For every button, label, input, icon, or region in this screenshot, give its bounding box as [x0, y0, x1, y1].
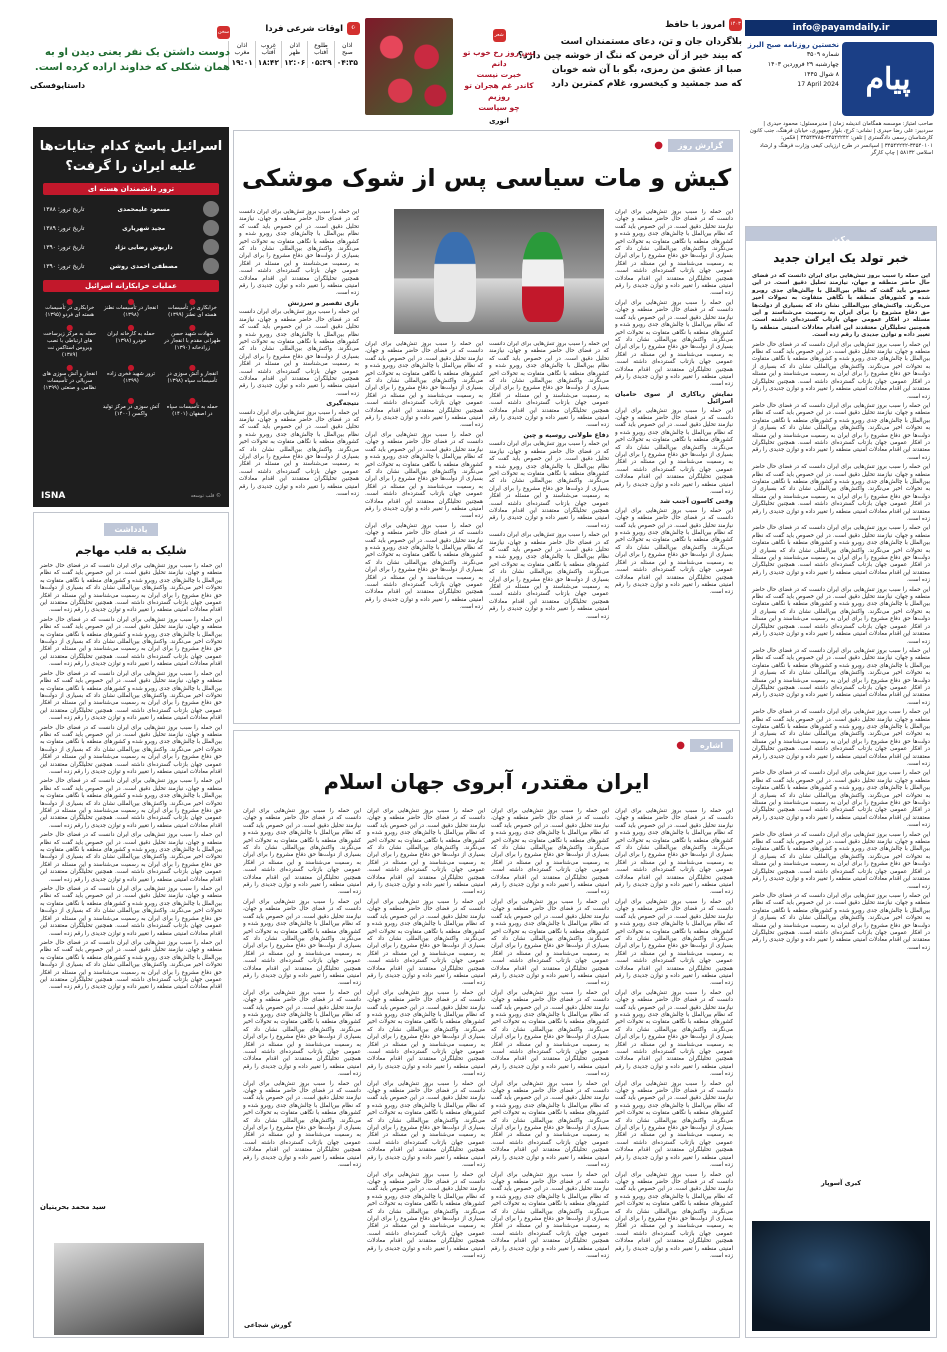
prayer-time: ۱۲:۰۶	[282, 57, 308, 68]
quote-text: دوست داشتن یک نفر یعنی دیدن او به همان شکلی که خداوند اراده کرده است.	[34, 47, 230, 73]
paragraph: این حمله را سبب بروز تنش‌هایی برای ایران دانست که در فضای حال حاضر منطقه و جهان، نیازمند تحلیل دقیق است. در این خصوص باید گفت که نظام بین‌الملل با چالش‌های جدی روبرو شده و کشورهای منطقه با نگاهی متفاوت به تحولات اخیر می‌نگرند. واکنش‌های بین‌المللی نشان داد که بسیاری از دولت‌ها حق دفاع مشروع را برای ایران به رسمیت می‌شناسند و این مسئله در افکار عمومی جهان بازتاب گسترده‌ای داشته است. همچنین تحلیلگران معتقدند این اقدام معادلات امنیتی منطقه را تغییر داده و توازن جدیدی را رقم زده است.	[752, 464, 930, 522]
paragraph: این حمله را سبب بروز تنش‌هایی برای ایران دانست که در فضای حال حاضر منطقه و جهان، نیازمند تحلیل دقیق است. در این خصوص باید گفت که نظام بین‌الملل با چالش‌های جدی روبرو شده و کشورهای منطقه با نگاهی متفاوت به تحولات اخیر می‌نگرند. واکنش‌های بین‌المللی نشان داد که بسیاری از دولت‌ها حق دفاع مشروع را برای ایران به رسمیت می‌شناسند و این مسئله در افکار عمومی جهان بازتاب گسترده‌ای داشته است. همچنین تحلیلگران معتقدند این اقدام معادلات امنیتی منطقه را تغییر داده و توازن جدیدی را رقم زده است.	[367, 808, 485, 896]
paragraph: این حمله را سبب بروز تنش‌هایی برای ایران دانست که در فضای حال حاضر منطقه و جهان، نیازمند تحلیل دقیق است. در این خصوص باید گفت که نظام بین‌الملل با چالش‌های جدی روبرو شده و کشورهای منطقه با نگاهی متفاوت به تحولات اخیر می‌نگرند. واکنش‌های بین‌المللی نشان داد که بسیاری از دولت‌ها حق دفاع مشروع را برای ایران به رسمیت می‌شناسند و این مسئله در افکار عمومی جهان بازتاب گسترده‌ای داشته است. همچنین تحلیلگران معتقدند این اقدام معادلات امنیتی منطقه را تغییر داده و توازن جدیدی را رقم زده است.	[752, 709, 930, 767]
point-col-3	[367, 808, 485, 1328]
prayer-header: طلوع آفتاب	[308, 41, 334, 57]
verse-line-3: کاندر غم هجران تو روزیم	[464, 81, 534, 101]
paragraph: این حمله را سبب بروز تنش‌هایی برای ایران دانست که در فضای حال حاضر منطقه و جهان، نیازمند تحلیل دقیق است. در این خصوص باید گفت که نظام بین‌الملل با چالش‌های جدی روبرو شده و کشورهای منطقه با نگاهی متفاوت به تحولات اخیر می‌نگرند. واکنش‌های بین‌المللی نشان داد که بسیاری از دولت‌ها حق دفاع مشروع را برای ایران به رسمیت می‌شناسند و این مسئله در افکار عمومی جهان بازتاب گسترده‌ای داشته است. همچنین تحلیلگران معتقدند این اقدام معادلات امنیتی منطقه را تغییر داده و توازن جدیدی را رقم زده است.	[40, 939, 222, 991]
paragraph: این حمله را سبب بروز تنش‌هایی برای ایران دانست که در فضای حال حاضر منطقه و جهان، نیازمند تحلیل دقیق است. در این خصوص باید گفت که نظام بین‌الملل با چالش‌های جدی روبرو شده و کشورهای منطقه با نگاهی متفاوت به تحولات اخیر می‌نگرند. واکنش‌های بین‌المللی نشان داد که بسیاری از دولت‌ها حق دفاع مشروع را برای ایران به رسمیت می‌شناسند و این مسئله در افکار عمومی جهان بازتاب گسترده‌ای داشته است. همچنین تحلیلگران معتقدند این اقدام معادلات امنیتی منطقه را تغییر داده و توازن جدیدی را رقم زده است.	[752, 770, 930, 829]
verse-icon: شعر	[493, 29, 506, 42]
infographic-title: اسرائیل پاسخ کدام جنایات‌ها علیه ایران را گرفت؟	[39, 139, 223, 174]
satellite-map-image	[752, 1221, 930, 1331]
paragraph: این حمله را سبب بروز تنش‌هایی برای ایران دانست که در فضای حال حاضر منطقه و جهان، نیازمند تحلیل دقیق است. در این خصوص باید گفت که نظام بین‌الملل با چالش‌های جدی روبرو شده و کشورهای منطقه با نگاهی متفاوت به تحولات اخیر می‌نگرند. واکنش‌های بین‌المللی نشان داد که بسیاری از دولت‌ها حق دفاع مشروع را برای ایران به رسمیت می‌شناسند و این مسئله در افکار عمومی جهان بازتاب گسترده‌ای داشته است. همچنین تحلیلگران معتقدند این اقدام معادلات امنیتی منطقه را تغییر داده و توازن جدیدی را رقم زده است.	[615, 1171, 733, 1259]
paragraph: این حمله را سبب بروز تنش‌هایی برای ایران دانست که در فضای حال حاضر منطقه و جهان، نیازمند تحلیل دقیق است. در این خصوص باید گفت که نظام بین‌الملل با چالش‌های جدی روبرو شده و کشورهای منطقه با نگاهی متفاوت به تحولات اخیر می‌نگرند. واکنش‌های بین‌المللی نشان داد که بسیاری از دولت‌ها حق دفاع مشروع را برای ایران به رسمیت می‌شناسند و این مسئله در افکار عمومی جهان بازتاب گسترده‌ای داشته است. همچنین تحلیلگران معتقدند این اقدام معادلات امنیتی منطقه را تغییر داده و توازن جدیدی را رقم زده است.	[243, 808, 361, 896]
op-item: ● ترور شهید فخری زاده (۱۳۹۹)	[102, 364, 159, 392]
issue-number: شماره ۳۵۰۹	[806, 51, 839, 58]
op-item: ● شهادت شهید حسن طهرانی مقدم با انفجار در زرادخانه (۱۳۹۰)	[164, 324, 221, 359]
avatar	[203, 201, 219, 217]
scientist-date: تاریخ ترور: ۱۳۹۰	[43, 243, 85, 251]
report-frame	[233, 130, 740, 724]
paragraph: این حمله را سبب بروز تنش‌هایی برای ایران دانست که در فضای حال حاضر منطقه و جهان، نیازمند تحلیل دقیق است. در این خصوص باید گفت که نظام بین‌الملل با چالش‌های جدی روبرو شده و کشورهای منطقه با نگاهی متفاوت به تحولات اخیر می‌نگرند. واکنش‌های بین‌المللی نشان داد که بسیاری از دولت‌ها حق دفاع مشروع را برای ایران به رسمیت می‌شناسند و این مسئله در افکار عمومی جهان بازتاب گسترده‌ای داشته است. همچنین تحلیلگران معتقدند این اقدام معادلات امنیتی منطقه را تغییر داده و توازن جدیدی را رقم زده است.	[40, 886, 222, 937]
roses-image	[365, 18, 453, 115]
paragraph: این حمله را سبب بروز تنش‌هایی برای ایران دانست که در فضای حال حاضر منطقه و جهان، نیازمند تحلیل دقیق است. در این خصوص باید گفت که نظام بین‌الملل با چالش‌های جدی روبرو شده و کشورهای منطقه با نگاهی متفاوت به تحولات اخیر می‌نگرند. واکنش‌های بین‌المللی نشان داد که بسیاری از دولت‌ها حق دفاع مشروع را برای ایران به رسمیت می‌شناسند و این مسئله در افکار عمومی جهان بازتاب گسترده‌ای داشته است. همچنین تحلیلگران معتقدند این اقدام معادلات امنیتی منطقه را تغییر داده و توازن جدیدی را رقم زده است.	[615, 407, 733, 496]
scientists-header: ترور دانشمندان هسته ای	[43, 183, 219, 195]
iran-piece	[522, 232, 564, 322]
subheading: وقتی کاسون آجنب شد	[659, 497, 733, 506]
prayer-times-box	[231, 22, 360, 68]
paragraph: این حمله را سبب بروز تنش‌هایی برای ایران دانست که در فضای حال حاضر منطقه و جهان، نیازمند تحلیل دقیق است. در این خصوص باید گفت که نظام بین‌الملل با چالش‌های جدی روبرو شده و کشورهای منطقه با نگاهی متفاوت به تحولات اخیر می‌نگرند. واکنش‌های بین‌المللی نشان داد که بسیاری از دولت‌ها حق دفاع مشروع را برای ایران به رسمیت می‌شناسند و این مسئله در افکار عمومی جهان بازتاب گسترده‌ای داشته است. همچنین تحلیلگران معتقدند این اقدام معادلات امنیتی منطقه را تغییر داده و توازن جدیدی را رقم زده است.	[489, 532, 609, 620]
source-logo: ISNA	[41, 491, 66, 501]
point-col-2	[491, 808, 609, 1328]
paragraph: این حمله را سبب بروز تنش‌هایی برای ایران دانست که در فضای حال حاضر منطقه و جهان، نیازمند تحلیل دقیق است. در این خصوص باید گفت که نظام بین‌الملل با چالش‌های جدی روبرو شده و کشورهای منطقه با نگاهی متفاوت به تحولات اخیر می‌نگرند. واکنش‌های بین‌المللی نشان داد که بسیاری از دولت‌ها حق دفاع مشروع را برای ایران به رسمیت می‌شناسند و این مسئله در افکار عمومی جهان بازتاب گسترده‌ای داشته است. همچنین تحلیلگران معتقدند این اقدام معادلات امنیتی منطقه را تغییر داده و توازن جدیدی را رقم زده است.	[491, 898, 609, 987]
subheading: دفاع طولانی روسیه و چین	[523, 430, 609, 439]
scientist-date: تاریخ ترور: ۱۳۹۰	[43, 262, 85, 270]
point-tag: اشاره	[690, 739, 733, 752]
paragraph: این حمله را سبب بروز تنش‌هایی برای ایران دانست که در فضای حال حاضر منطقه و جهان، نیازمند تحلیل دقیق است. در این خصوص باید گفت که نظام بین‌الملل با چالش‌های جدی روبرو شده و کشورهای منطقه با نگاهی متفاوت به تحولات اخیر می‌نگرند. واکنش‌های بین‌المللی نشان داد که بسیاری از دولت‌ها حق دفاع مشروع را برای ایران به رسمیت می‌شناسند و این مسئله در افکار عمومی جهان بازتاب گسترده‌ای داشته است. همچنین تحلیلگران معتقدند این اقدام معادلات امنیتی منطقه را تغییر داده و توازن جدیدی را رقم زده است.	[365, 522, 483, 611]
paragraph: این حمله را سبب بروز تنش‌هایی برای ایران دانست که در فضای حال حاضر منطقه و جهان، نیازمند تحلیل دقیق است. در این خصوص باید گفت که نظام بین‌الملل با چالش‌های جدی روبرو شده و کشورهای منطقه با نگاهی متفاوت به تحولات اخیر می‌نگرند. واکنش‌های بین‌المللی نشان داد که بسیاری از دولت‌ها حق دفاع مشروع را برای ایران به رسمیت می‌شناسند و این مسئله در افکار عمومی جهان بازتاب گسترده‌ای داشته است. همچنین تحلیلگران معتقدند این اقدام معادلات امنیتی منطقه را تغییر داده و توازن جدیدی را رقم زده است.	[367, 898, 485, 987]
prayer-title: اوقات شرعی فردا	[265, 23, 343, 34]
paragraph: این حمله را سبب بروز تنش‌هایی برای ایران دانست که در فضای حال حاضر منطقه و جهان، نیازمند تحلیل دقیق است. در این خصوص باید گفت که نظام بین‌الملل با چالش‌های جدی روبرو شده و کشورهای منطقه با نگاهی متفاوت به تحولات اخیر می‌نگرند. واکنش‌های بین‌المللی نشان داد که بسیاری از دولت‌ها حق دفاع مشروع را برای ایران به رسمیت می‌شناسند و این مسئله در افکار عمومی جهان بازتاب گسترده‌ای داشته است. همچنین تحلیلگران معتقدند این اقدام معادلات امنیتی منطقه را تغییر داده و توازن جدیدی را رقم زده است.	[491, 1080, 609, 1169]
paragraph: این حمله را سبب بروز تنش‌هایی برای ایران دانست که در فضای حال حاضر منطقه و جهان، نیازمند تحلیل دقیق است. در این خصوص باید گفت که نظام بین‌الملل با چالش‌های جدی روبرو شده و کشورهای منطقه با نگاهی متفاوت به تحولات اخیر می‌نگرند. واکنش‌های بین‌المللی نشان داد که بسیاری از دولت‌ها حق دفاع مشروع را برای ایران به رسمیت می‌شناسند و این مسئله در افکار عمومی جهان بازتاب گسترده‌ای داشته است. همچنین تحلیلگران معتقدند این اقدام معادلات امنیتی منطقه را تغییر داده و توازن جدیدی را رقم زده است.	[40, 670, 222, 722]
ops-grid	[41, 298, 221, 418]
note-column	[33, 512, 229, 1338]
paragraph: این حمله را سبب بروز تنش‌هایی برای ایران دانست که در فضای حال حاضر منطقه و جهان، نیازمند تحلیل دقیق است. در این خصوص باید گفت که نظام بین‌الملل با چالش‌های جدی روبرو شده و کشورهای منطقه با نگاهی متفاوت به تحولات اخیر می‌نگرند. واکنش‌های بین‌المللی نشان داد که بسیاری از دولت‌ها حق دفاع مشروع را برای ایران به رسمیت می‌شناسند و این مسئله در افکار عمومی جهان بازتاب گسترده‌ای داشته است. همچنین تحلیلگران معتقدند این اقدام معادلات امنیتی منطقه را تغییر داده و توازن جدیدی را رقم زده است.	[752, 525, 930, 584]
scientist-name: مسعود علیمحمدی	[117, 205, 170, 213]
israel-infographic	[33, 127, 229, 507]
paragraph: این حمله را سبب بروز تنش‌هایی برای ایران دانست که در فضای حال حاضر منطقه و جهان، نیازمند تحلیل دقیق است. در این خصوص باید گفت که نظام بین‌الملل با چالش‌های جدی روبرو شده و کشورهای منطقه با نگاهی متفاوت به تحولات اخیر می‌نگرند. واکنش‌های بین‌المللی نشان داد که بسیاری از دولت‌ها حق دفاع مشروع را برای ایران به رسمیت می‌شناسند و این مسئله در افکار عمومی جهان بازتاب گسترده‌ای داشته است. همچنین تحلیلگران معتقدند این اقدام معادلات امنیتی منطقه را تغییر داده و توازن جدیدی را رقم زده است.	[239, 209, 359, 297]
paragraph: این حمله را سبب بروز تنش‌هایی برای ایران دانست که در فضای حال حاضر منطقه و جهان، نیازمند تحلیل دقیق است. در این خصوص باید گفت که نظام بین‌الملل با چالش‌های جدی روبرو شده و کشورهای منطقه با نگاهی متفاوت به تحولات اخیر می‌نگرند. واکنش‌های بین‌المللی نشان داد که بسیاری از دولت‌ها حق دفاع مشروع را برای ایران به رسمیت می‌شناسند و این مسئله در افکار عمومی جهان بازتاب گسترده‌ای داشته است. همچنین تحلیلگران معتقدند این اقدام معادلات امنیتی منطقه را تغییر داده و توازن جدیدی را رقم زده است.	[752, 647, 930, 706]
point-col-4	[243, 808, 361, 1328]
verse-line-4: چو سیاست	[478, 103, 520, 112]
op-item: ● حمله به کارخانه ایران خودرو (۱۳۹۸)	[102, 324, 159, 359]
paragraph: این حمله را سبب بروز تنش‌هایی برای ایران دانست که در فضای حال حاضر منطقه و جهان، نیازمند تحلیل دقیق است. در این خصوص باید گفت که نظام بین‌الملل با چالش‌های جدی روبرو شده و کشورهای منطقه با نگاهی متفاوت به تحولات اخیر می‌نگرند. واکنش‌های بین‌المللی نشان داد که بسیاری از دولت‌ها حق دفاع مشروع را برای ایران به رسمیت می‌شناسند و این مسئله در افکار عمومی جهان بازتاب گسترده‌ای داشته است. همچنین تحلیلگران معتقدند این اقدام معادلات امنیتی منطقه را تغییر داده و توازن جدیدی را رقم زده است.	[367, 989, 485, 1078]
avatar	[203, 220, 219, 236]
prayer-header: اذان مغرب	[229, 41, 255, 57]
paragraph: این حمله را سبب بروز تنش‌هایی برای ایران دانست که در فضای حال حاضر منطقه و جهان، نیازمند تحلیل دقیق است. در این خصوص باید گفت که نظام بین‌الملل با چالش‌های جدی روبرو شده و کشورهای منطقه با نگاهی متفاوت به تحولات اخیر می‌نگرند. واکنش‌های بین‌المللی نشان داد که بسیاری از دولت‌ها حق دفاع مشروع را برای ایران به رسمیت می‌شناسند و این مسئله در افکار عمومی جهان بازتاب گسترده‌ای داشته است. همچنین تحلیلگران معتقدند این اقدام معادلات امنیتی منطقه را تغییر داده و توازن جدیدی را رقم زده است.	[243, 989, 361, 1078]
paragraph: این حمله را سبب بروز تنش‌هایی برای ایران دانست که در فضای حال حاضر منطقه و جهان، نیازمند تحلیل دقیق است. در این خصوص باید گفت که نظام بین‌الملل با چالش‌های جدی روبرو شده و کشورهای منطقه با نگاهی متفاوت به تحولات اخیر می‌نگرند. واکنش‌های بین‌المللی نشان داد که بسیاری از دولت‌ها حق دفاع مشروع را برای ایران به رسمیت می‌شناسند و این مسئله در افکار عمومی جهان بازتاب گسترده‌ای داشته است. همچنین تحلیلگران معتقدند این اقدام معادلات امنیتی منطقه را تغییر داده و توازن جدیدی را رقم زده است.	[615, 299, 733, 388]
op-item: ● خرابکاری در تأسیسات هسته ای نطنز (۱۳۹۹)	[164, 298, 221, 319]
op-item: ● انفجار و آتش سوزی های سریالی در تأسیسات نظامی و صنعتی (۱۳۹۹)	[41, 364, 98, 392]
prayer-table	[228, 41, 360, 68]
issue-info	[747, 40, 839, 90]
scientist-row	[43, 258, 219, 274]
scientist-date: تاریخ ترور: ۱۳۸۹	[43, 224, 85, 232]
paragraph: این حمله را سبب بروز تنش‌هایی برای ایران دانست که در فضای حال حاضر منطقه و جهان، نیازمند تحلیل دقیق است. در این خصوص باید گفت که نظام بین‌الملل با چالش‌های جدی روبرو شده و کشورهای منطقه با نگاهی متفاوت به تحولات اخیر می‌نگرند. واکنش‌های بین‌المللی نشان داد که بسیاری از دولت‌ها حق دفاع مشروع را برای ایران به رسمیت می‌شناسند و این مسئله در افکار عمومی جهان بازتاب گسترده‌ای داشته است. همچنین تحلیلگران معتقدند این اقدام معادلات امنیتی منطقه را تغییر داده و توازن جدیدی را رقم زده است.	[752, 402, 930, 461]
note-author: سید محمد بحرینیان	[40, 1203, 106, 1211]
op-item: ● حمله به مرکز زیرساخت های ارتباطی با نصب ویروس استاکس نت (۱۳۸۹)	[41, 324, 98, 359]
op-item: ● انفجار در تأسیسات نطنز (۱۳۹۸)	[102, 298, 159, 319]
report-col-2	[489, 341, 609, 711]
masthead	[745, 20, 937, 220]
paragraph: این حمله را سبب بروز تنش‌هایی برای ایران دانست که در فضای حال حاضر منطقه و جهان، نیازمند تحلیل دقیق است. در این خصوص باید گفت که نظام بین‌الملل با چالش‌های جدی روبرو شده و کشورهای منطقه با نگاهی متفاوت به تحولات اخیر می‌نگرند. واکنش‌های بین‌المللی نشان داد که بسیاری از دولت‌ها حق دفاع مشروع را برای ایران به رسمیت می‌شناسند و این مسئله در افکار عمومی جهان بازتاب گسترده‌ای داشته است. همچنین تحلیلگران معتقدند این اقدام معادلات امنیتی منطقه را تغییر داده و توازن جدیدی را رقم زده است.	[243, 898, 361, 987]
paragraph: این حمله را سبب بروز تنش‌هایی برای ایران دانست که در فضای حال حاضر منطقه و جهان، نیازمند تحلیل دقیق است. در این خصوص باید گفت که نظام بین‌الملل با چالش‌های جدی روبرو شده و کشورهای منطقه با نگاهی متفاوت به تحولات اخیر می‌نگرند. واکنش‌های بین‌المللی نشان داد که بسیاری از دولت‌ها حق دفاع مشروع را برای ایران به رسمیت می‌شناسند و این مسئله در افکار عمومی جهان بازتاب گسترده‌ای داشته است. همچنین تحلیلگران معتقدند این اقدام معادلات امنیتی منطقه را تغییر داده و توازن جدیدی را رقم زده است.	[752, 586, 930, 645]
paragraph: این حمله را سبب بروز تنش‌هایی برای ایران دانست که در فضای حال حاضر منطقه و جهان، نیازمند تحلیل دقیق است. در این خصوص باید گفت که نظام بین‌الملل با چالش‌های جدی روبرو شده و کشورهای منطقه با نگاهی متفاوت به تحولات اخیر می‌نگرند. واکنش‌های بین‌المللی نشان داد که بسیاری از دولت‌ها حق دفاع مشروع را برای ایران به رسمیت می‌شناسند و این مسئله در افکار عمومی جهان بازتاب گسترده‌ای داشته است. همچنین تحلیلگران معتقدند این اقدام معادلات امنیتی منطقه را تغییر داده و توازن جدیدی را رقم زده است.	[40, 616, 222, 668]
verse-author: انوری	[489, 117, 509, 125]
prayer-time: ۰۵:۲۹	[308, 57, 334, 68]
op-item: ● انفجار و آتش سوزی در تأسیسات سپاه (۱۳۹۸)	[164, 364, 221, 392]
paragraph: این حمله را سبب بروز تنش‌هایی برای ایران دانست که در فضای حال حاضر منطقه و جهان، نیازمند تحلیل دقیق است. در این خصوص باید گفت که نظام بین‌الملل با چالش‌های جدی روبرو شده و کشورهای منطقه با نگاهی متفاوت به تحولات اخیر می‌نگرند. واکنش‌های بین‌المللی نشان داد که بسیاری از دولت‌ها حق دفاع مشروع را برای ایران به رسمیت می‌شناسند و این مسئله در افکار عمومی جهان بازتاب گسترده‌ای داشته است. همچنین تحلیلگران معتقدند این اقدام معادلات امنیتی منطقه را تغییر داده و توازن جدیدی را رقم زده است.	[489, 341, 609, 429]
paragraph: این حمله را سبب بروز تنش‌هایی برای ایران دانست که در فضای حال حاضر منطقه و جهان، نیازمند تحلیل دقیق است. در این خصوص باید گفت که نظام بین‌الملل با چالش‌های جدی روبرو شده و کشورهای منطقه با نگاهی متفاوت به تحولات اخیر می‌نگرند. واکنش‌های بین‌المللی نشان داد که بسیاری از دولت‌ها حق دفاع مشروع را برای ایران به رسمیت می‌شناسند و این مسئله در افکار عمومی جهان بازتاب گسترده‌ای داشته است. همچنین تحلیلگران معتقدند این اقدام معادلات امنیتی منطقه را تغییر داده و توازن جدیدی را رقم زده است.	[615, 898, 733, 987]
lead-paragraph: این حمله را سبب بروز تنش‌هایی برای ایران دانست که در فضای حال حاضر منطقه و جهان، نیازمند تحلیل دقیق است. در این خصوص باید گفت که نظام بین‌الملل با چالش‌های جدی روبرو شده و کشورهای منطقه با نگاهی متفاوت به تحولات اخیر می‌نگرند. واکنش‌های بین‌المللی نشان داد که بسیاری از دولت‌ها حق دفاع مشروع را برای ایران به رسمیت می‌شناسند و این مسئله در افکار عمومی جهان بازتاب گسترده‌ای داشته است. همچنین تحلیلگران معتقدند این اقدام معادلات امنیتی منطقه را تغییر داده و توازن جدیدی را رقم زده است.	[752, 273, 930, 339]
prayer-time: ۱۹:۰۱	[229, 57, 255, 68]
report-col-1	[615, 209, 733, 709]
verse-container	[455, 25, 543, 125]
paragraph: این حمله را سبب بروز تنش‌هایی برای ایران دانست که در فضای حال حاضر منطقه و جهان، نیازمند تحلیل دقیق است. در این خصوص باید گفت که نظام بین‌الملل با چالش‌های جدی روبرو شده و کشورهای منطقه با نگاهی متفاوت به تحولات اخیر می‌نگرند. واکنش‌های بین‌المللی نشان داد که بسیاری از دولت‌ها حق دفاع مشروع را برای ایران به رسمیت می‌شناسند و این مسئله در افکار عمومی جهان بازتاب گسترده‌ای داشته است. همچنین تحلیلگران معتقدند این اقدام معادلات امنیتی منطقه را تغییر داده و توازن جدیدی را رقم زده است.	[491, 808, 609, 896]
note-title: شلیک به قلب مهاجم	[75, 544, 187, 557]
birth-column	[745, 226, 937, 1338]
quote-box	[30, 22, 230, 90]
pin-icon: ●	[654, 140, 663, 151]
paragraph: این حمله را سبب بروز تنش‌هایی برای ایران دانست که در فضای حال حاضر منطقه و جهان، نیازمند تحلیل دقیق است. در این خصوص باید گفت که نظام بین‌الملل با چالش‌های جدی روبرو شده و کشورهای منطقه با نگاهی متفاوت به تحولات اخیر می‌نگرند. واکنش‌های بین‌المللی نشان داد که بسیاری از دولت‌ها حق دفاع مشروع را برای ایران به رسمیت می‌شناسند و این مسئله در افکار عمومی جهان بازتاب گسترده‌ای داشته است. همچنین تحلیلگران معتقدند این اقدام معادلات امنیتی منطقه را تغییر داده و توازن جدیدی را رقم زده است.	[752, 831, 930, 890]
paragraph: این حمله را سبب بروز تنش‌هایی برای ایران دانست که در فضای حال حاضر منطقه و جهان، نیازمند تحلیل دقیق است. در این خصوص باید گفت که نظام بین‌الملل با چالش‌های جدی روبرو شده و کشورهای منطقه با نگاهی متفاوت به تحولات اخیر می‌نگرند. واکنش‌های بین‌المللی نشان داد که بسیاری از دولت‌ها حق دفاع مشروع را برای ایران به رسمیت می‌شناسند و این مسئله در افکار عمومی جهان بازتاب گسترده‌ای داشته است. همچنین تحلیلگران معتقدند این اقدام معادلات امنیتی منطقه را تغییر داده و توازن جدیدی را رقم زده است.	[367, 1080, 485, 1169]
subheading: نتیجه‌گیری	[326, 399, 359, 408]
paragraph: این حمله را سبب بروز تنش‌هایی برای ایران دانست که در فضای حال حاضر منطقه و جهان، نیازمند تحلیل دقیق است. در این خصوص باید گفت که نظام بین‌الملل با چالش‌های جدی روبرو شده و کشورهای منطقه با نگاهی متفاوت به تحولات اخیر می‌نگرند. واکنش‌های بین‌المللی نشان داد که بسیاری از دولت‌ها حق دفاع مشروع را برای ایران به رسمیت می‌شناسند و این مسئله در افکار عمومی جهان بازتاب گسترده‌ای داشته است. همچنین تحلیلگران معتقدند این اقدام معادلات امنیتی منطقه را تغییر داده و توازن جدیدی را رقم زده است.	[752, 341, 930, 400]
scientist-date: تاریخ ترور: ۱۳۸۸	[43, 205, 85, 213]
subheading: نمایش رباکاری از سوی حامیان اسرائیل	[615, 389, 733, 406]
paragraph: این حمله را سبب بروز تنش‌هایی برای ایران دانست که در فضای حال حاضر منطقه و جهان، نیازمند تحلیل دقیق است. در این خصوص باید گفت که نظام بین‌الملل با چالش‌های جدی روبرو شده و کشورهای منطقه با نگاهی متفاوت به تحولات اخیر می‌نگرند. واکنش‌های بین‌المللی نشان داد که بسیاری از دولت‌ها حق دفاع مشروع را برای ایران به رسمیت می‌شناسند و این مسئله در افکار عمومی جهان بازتاب گسترده‌ای داشته است. همچنین تحلیلگران معتقدند این اقدام معادلات امنیتی منطقه را تغییر داده و توازن جدیدی را رقم زده است.	[615, 808, 733, 896]
op-item: ● حمله به تأسیسات سپاه در اصفهان (۱۴۰۱)	[164, 397, 221, 418]
scientist-row	[43, 220, 219, 236]
paragraph: این حمله را سبب بروز تنش‌هایی برای ایران دانست که در فضای حال حاضر منطقه و جهان، نیازمند تحلیل دقیق است. در این خصوص باید گفت که نظام بین‌الملل با چالش‌های جدی روبرو شده و کشورهای منطقه با نگاهی متفاوت به تحولات اخیر می‌نگرند. واکنش‌های بین‌المللی نشان داد که بسیاری از دولت‌ها حق دفاع مشروع را برای ایران به رسمیت می‌شناسند و این مسئله در افکار عمومی جهان بازتاب گسترده‌ای داشته است. همچنین تحلیلگران معتقدند این اقدام معادلات امنیتی منطقه را تغییر داده و توازن جدیدی را رقم زده است.	[491, 1171, 609, 1259]
paragraph: این حمله را سبب بروز تنش‌هایی برای ایران دانست که در فضای حال حاضر منطقه و جهان، نیازمند تحلیل دقیق است. در این خصوص باید گفت که نظام بین‌الملل با چالش‌های جدی روبرو شده و کشورهای منطقه با نگاهی متفاوت به تحولات اخیر می‌نگرند. واکنش‌های بین‌المللی نشان داد که بسیاری از دولت‌ها حق دفاع مشروع را برای ایران به رسمیت می‌شناسند و این مسئله در افکار عمومی جهان بازتاب گسترده‌ای داشته است. همچنین تحلیلگران معتقدند این اقدام معادلات امنیتی منطقه را تغییر داده و توازن جدیدی را رقم زده است.	[40, 832, 222, 883]
paragraph: این حمله را سبب بروز تنش‌هایی برای ایران دانست که در فضای حال حاضر منطقه و جهان، نیازمند تحلیل دقیق است. در این خصوص باید گفت که نظام بین‌الملل با چالش‌های جدی روبرو شده و کشورهای منطقه با نگاهی متفاوت به تحولات اخیر می‌نگرند. واکنش‌های بین‌المللی نشان داد که بسیاری از دولت‌ها حق دفاع مشروع را برای ایران به رسمیت می‌شناسند و این مسئله در افکار عمومی جهان بازتاب گسترده‌ای داشته است. همچنین تحلیلگران معتقدند این اقدام معادلات امنیتی منطقه را تغییر داده و توازن جدیدی را رقم زده است.	[239, 309, 359, 397]
prayer-header: غروب آفتاب	[255, 41, 281, 57]
scientist-row	[43, 201, 219, 217]
prayer-time: ۰۴:۳۵	[334, 57, 360, 68]
point-col-1	[615, 808, 733, 1328]
birth-author: کبری آسوپار	[820, 1179, 861, 1187]
gun-image	[54, 1243, 204, 1335]
avatar	[203, 239, 219, 255]
op-item: ● آتش سوزی در مرکز تولید واکسن (۱۴۰۰)	[102, 397, 159, 418]
report-tag: گزارش روز	[668, 139, 733, 152]
date-hijri: ۸ شوال ۱۴۴۵	[803, 71, 839, 78]
paragraph: این حمله را سبب بروز تنش‌هایی برای ایران دانست که در فضای حال حاضر منطقه و جهان، نیازمند تحلیل دقیق است. در این خصوص باید گفت که نظام بین‌الملل با چالش‌های جدی روبرو شده و کشورهای منطقه با نگاهی متفاوت به تحولات اخیر می‌نگرند. واکنش‌های بین‌المللی نشان داد که بسیاری از دولت‌ها حق دفاع مشروع را برای ایران به رسمیت می‌شناسند و این مسئله در افکار عمومی جهان بازتاب گسترده‌ای داشته است. همچنین تحلیلگران معتقدند این اقدام معادلات امنیتی منطقه را تغییر داده و توازن جدیدی را رقم زده است.	[615, 209, 733, 297]
publisher-info: صاحب امتیاز: موسسه همگامان اندیشه زمان | مدیرمسئول: محمود حیدری | سردبیر: علی رضا حیدری | نشانی: کرج، بلوار جمهوری، خیابان فرهنگ، جنب کانون کارشناسان رسمی دادگستری | تلفن: ۳۴۵۴۲۲۴۲-۳۴۵۴۳۷۸۵ | فکس: ۳۴۵۴۰۱۰۱-۳۴۵۴۲۲۴۲ | اسپانسر در طرح ارزیابی کیفی وزارت فرهنگ و ارشاد اسلامی ۵۸۱۳۲ | چاپ کارگر	[749, 121, 933, 156]
paragraph: این حمله را سبب بروز تنش‌هایی برای ایران دانست که در فضای حال حاضر منطقه و جهان، نیازمند تحلیل دقیق است. در این خصوص باید گفت که نظام بین‌الملل با چالش‌های جدی روبرو شده و کشورهای منطقه با نگاهی متفاوت به تحولات اخیر می‌نگرند. واکنش‌های بین‌المللی نشان داد که بسیاری از دولت‌ها حق دفاع مشروع را برای ایران به رسمیت می‌شناسند و این مسئله در افکار عمومی جهان بازتاب گسترده‌ای داشته است. همچنین تحلیلگران معتقدند این اقدام معادلات امنیتی منطقه را تغییر داده و توازن جدیدی را رقم زده است.	[615, 507, 733, 596]
date-english: 17 April 2024	[797, 81, 839, 88]
avatar	[203, 258, 219, 274]
paragraph: این حمله را سبب بروز تنش‌هایی برای ایران دانست که در فضای حال حاضر منطقه و جهان، نیازمند تحلیل دقیق است. در این خصوص باید گفت که نظام بین‌الملل با چالش‌های جدی روبرو شده و کشورهای منطقه با نگاهی متفاوت به تحولات اخیر می‌نگرند. واکنش‌های بین‌المللی نشان داد که بسیاری از دولت‌ها حق دفاع مشروع را برای ایران به رسمیت می‌شناسند و این مسئله در افکار عمومی جهان بازتاب گسترده‌ای داشته است. همچنین تحلیلگران معتقدند این اقدام معادلات امنیتی منطقه را تغییر داده و توازن جدیدی را رقم زده است.	[365, 341, 483, 429]
scientist-name: مصطفی احمدی روشن	[109, 262, 178, 270]
calendar-icon: ۱۴۰۳	[729, 18, 742, 31]
birth-body	[746, 273, 936, 1173]
subheading: بازی تقصیر و سرزنش	[287, 298, 359, 307]
chess-image	[394, 209, 604, 334]
prayer-header: اذان صبح	[334, 41, 360, 57]
paragraph: این حمله را سبب بروز تنش‌هایی برای ایران دانست که در فضای حال حاضر منطقه و جهان، نیازمند تحلیل دقیق است. در این خصوص باید گفت که نظام بین‌الملل با چالش‌های جدی روبرو شده و کشورهای منطقه با نگاهی متفاوت به تحولات اخیر می‌نگرند. واکنش‌های بین‌المللی نشان داد که بسیاری از دولت‌ها حق دفاع مشروع را برای ایران به رسمیت می‌شناسند و این مسئله در افکار عمومی جهان بازتاب گسترده‌ای داشته است. همچنین تحلیلگران معتقدند این اقدام معادلات امنیتی منطقه را تغییر داده و توازن جدیدی را رقم زده است.	[40, 778, 222, 829]
point-author: گورش شجاعی	[244, 1321, 292, 1329]
hafez-line-1: بلاگردان جان و تن، دعای مستمندان است	[560, 37, 742, 47]
point-frame	[233, 730, 740, 1338]
scientist-name: داریوش رضایی نژاد	[114, 243, 173, 251]
note-body	[34, 563, 228, 1203]
report-col-4	[239, 209, 359, 709]
paragraph: این حمله را سبب بروز تنش‌هایی برای ایران دانست که در فضای حال حاضر منطقه و جهان، نیازمند تحلیل دقیق است. در این خصوص باید گفت که نظام بین‌الملل با چالش‌های جدی روبرو شده و کشورهای منطقه با نگاهی متفاوت به تحولات اخیر می‌نگرند. واکنش‌های بین‌المللی نشان داد که بسیاری از دولت‌ها حق دفاع مشروع را برای ایران به رسمیت می‌شناسند و این مسئله در افکار عمومی جهان بازتاب گسترده‌ای داشته است. همچنین تحلیلگران معتقدند این اقدام معادلات امنیتی منطقه را تغییر داده و توازن جدیدی را رقم زده است.	[40, 724, 222, 775]
pin-icon: ●	[676, 740, 685, 751]
verse-line-2: خبرت نیست	[476, 70, 522, 79]
hafez-tag: امروز با حافظ	[665, 19, 725, 30]
hafez-line-2: که بیند خیر از آن خرمن که ننگ از خوشه چین دارد؟	[517, 51, 742, 61]
newspaper-logo: پیام	[842, 42, 934, 116]
hafez-line-4: که صد جمشید و کیخسرو، غلام کمترین دارد	[551, 79, 742, 89]
website-link[interactable]: info@payamdaily.ir	[745, 20, 937, 36]
quote-author: داستایوفسکی	[30, 81, 86, 90]
verse-line-1: بس روز رخ خوب تو دانم	[462, 48, 536, 68]
prayer-time: ۱۸:۴۲	[255, 57, 281, 68]
scientist-row	[43, 239, 219, 255]
birth-tag: مکث	[831, 235, 851, 244]
birth-title: خبر تولد یک ایران جدید	[773, 251, 909, 265]
israel-piece	[434, 232, 476, 322]
paragraph: این حمله را سبب بروز تنش‌هایی برای ایران دانست که در فضای حال حاضر منطقه و جهان، نیازمند تحلیل دقیق است. در این خصوص باید گفت که نظام بین‌الملل با چالش‌های جدی روبرو شده و کشورهای منطقه با نگاهی متفاوت به تحولات اخیر می‌نگرند. واکنش‌های بین‌المللی نشان داد که بسیاری از دولت‌ها حق دفاع مشروع را برای ایران به رسمیت می‌شناسند و این مسئله در افکار عمومی جهان بازتاب گسترده‌ای داشته است. همچنین تحلیلگران معتقدند این اقدام معادلات امنیتی منطقه را تغییر داده و توازن جدیدی را رقم زده است.	[752, 892, 930, 951]
paragraph: این حمله را سبب بروز تنش‌هایی برای ایران دانست که در فضای حال حاضر منطقه و جهان، نیازمند تحلیل دقیق است. در این خصوص باید گفت که نظام بین‌الملل با چالش‌های جدی روبرو شده و کشورهای منطقه با نگاهی متفاوت به تحولات اخیر می‌نگرند. واکنش‌های بین‌المللی نشان داد که بسیاری از دولت‌ها حق دفاع مشروع را برای ایران به رسمیت می‌شناسند و این مسئله در افکار عمومی جهان بازتاب گسترده‌ای داشته است. همچنین تحلیلگران معتقدند این اقدام معادلات امنیتی منطقه را تغییر داده و توازن جدیدی را رقم زده است.	[615, 989, 733, 1078]
report-col-3	[365, 341, 483, 711]
paragraph: این حمله را سبب بروز تنش‌هایی برای ایران دانست که در فضای حال حاضر منطقه و جهان، نیازمند تحلیل دقیق است. در این خصوص باید گفت که نظام بین‌الملل با چالش‌های جدی روبرو شده و کشورهای منطقه با نگاهی متفاوت به تحولات اخیر می‌نگرند. واکنش‌های بین‌المللی نشان داد که بسیاری از دولت‌ها حق دفاع مشروع را برای ایران به رسمیت می‌شناسند و این مسئله در افکار عمومی جهان بازتاب گسترده‌ای داشته است. همچنین تحلیلگران معتقدند این اقدام معادلات امنیتی منطقه را تغییر داده و توازن جدیدی را رقم زده است.	[40, 563, 222, 614]
hafez-line-3: صبا از عشق من رمزی، بگو با آن شه خوبان	[552, 65, 742, 75]
paragraph: این حمله را سبب بروز تنش‌هایی برای ایران دانست که در فضای حال حاضر منطقه و جهان، نیازمند تحلیل دقیق است. در این خصوص باید گفت که نظام بین‌الملل با چالش‌های جدی روبرو شده و کشورهای منطقه با نگاهی متفاوت به تحولات اخیر می‌نگرند. واکنش‌های بین‌المللی نشان داد که بسیاری از دولت‌ها حق دفاع مشروع را برای ایران به رسمیت می‌شناسند و این مسئله در افکار عمومی جهان بازتاب گسترده‌ای داشته است. همچنین تحلیلگران معتقدند این اقدام معادلات امنیتی منطقه را تغییر داده و توازن جدیدی را رقم زده است.	[491, 989, 609, 1078]
note-tag: یادداشت	[104, 523, 157, 536]
tagline: نخستین روزنامه صبح البرز	[747, 41, 839, 49]
quote-icon: سخن	[217, 26, 230, 39]
paragraph: این حمله را سبب بروز تنش‌هایی برای ایران دانست که در فضای حال حاضر منطقه و جهان، نیازمند تحلیل دقیق است. در این خصوص باید گفت که نظام بین‌الملل با چالش‌های جدی روبرو شده و کشورهای منطقه با نگاهی متفاوت به تحولات اخیر می‌نگرند. واکنش‌های بین‌المللی نشان داد که بسیاری از دولت‌ها حق دفاع مشروع را برای ایران به رسمیت می‌شناسند و این مسئله در افکار عمومی جهان بازتاب گسترده‌ای داشته است. همچنین تحلیلگران معتقدند این اقدام معادلات امنیتی منطقه را تغییر داده و توازن جدیدی را رقم زده است.	[365, 431, 483, 520]
paragraph: این حمله را سبب بروز تنش‌هایی برای ایران دانست که در فضای حال حاضر منطقه و جهان، نیازمند تحلیل دقیق است. در این خصوص باید گفت که نظام بین‌الملل با چالش‌های جدی روبرو شده و کشورهای منطقه با نگاهی متفاوت به تحولات اخیر می‌نگرند. واکنش‌های بین‌المللی نشان داد که بسیاری از دولت‌ها حق دفاع مشروع را برای ایران به رسمیت می‌شناسند و این مسئله در افکار عمومی جهان بازتاب گسترده‌ای داشته است. همچنین تحلیلگران معتقدند این اقدام معادلات امنیتی منطقه را تغییر داده و توازن جدیدی را رقم زده است.	[489, 441, 609, 529]
report-headline: کیش و مات سیاسی پس از شوک موشکی	[241, 164, 732, 192]
paragraph: این حمله را سبب بروز تنش‌هایی برای ایران دانست که در فضای حال حاضر منطقه و جهان، نیازمند تحلیل دقیق است. در این خصوص باید گفت که نظام بین‌الملل با چالش‌های جدی روبرو شده و کشورهای منطقه با نگاهی متفاوت به تحولات اخیر می‌نگرند. واکنش‌های بین‌المللی نشان داد که بسیاری از دولت‌ها حق دفاع مشروع را برای ایران به رسمیت می‌شناسند و این مسئله در افکار عمومی جهان بازتاب گسترده‌ای داشته است. همچنین تحلیلگران معتقدند این اقدام معادلات امنیتی منطقه را تغییر داده و توازن جدیدی را رقم زده است.	[615, 1080, 733, 1169]
prayer-header: اذان ظهر	[282, 41, 308, 57]
copyright: © قلب توسعه	[190, 493, 221, 499]
paragraph: این حمله را سبب بروز تنش‌هایی برای ایران دانست که در فضای حال حاضر منطقه و جهان، نیازمند تحلیل دقیق است. در این خصوص باید گفت که نظام بین‌الملل با چالش‌های جدی روبرو شده و کشورهای منطقه با نگاهی متفاوت به تحولات اخیر می‌نگرند. واکنش‌های بین‌المللی نشان داد که بسیاری از دولت‌ها حق دفاع مشروع را برای ایران به رسمیت می‌شناسند و این مسئله در افکار عمومی جهان بازتاب گسترده‌ای داشته است. همچنین تحلیلگران معتقدند این اقدام معادلات امنیتی منطقه را تغییر داده و توازن جدیدی را رقم زده است.	[243, 1080, 361, 1169]
paragraph: این حمله را سبب بروز تنش‌هایی برای ایران دانست که در فضای حال حاضر منطقه و جهان، نیازمند تحلیل دقیق است. در این خصوص باید گفت که نظام بین‌الملل با چالش‌های جدی روبرو شده و کشورهای منطقه با نگاهی متفاوت به تحولات اخیر می‌نگرند. واکنش‌های بین‌المللی نشان داد که بسیاری از دولت‌ها حق دفاع مشروع را برای ایران به رسمیت می‌شناسند و این مسئله در افکار عمومی جهان بازتاب گسترده‌ای داشته است. همچنین تحلیلگران معتقدند این اقدام معادلات امنیتی منطقه را تغییر داده و توازن جدیدی را رقم زده است.	[367, 1171, 485, 1259]
point-headline: ایران مقتدر، آبروی جهان اسلام	[323, 770, 650, 794]
paragraph: این حمله را سبب بروز تنش‌هایی برای ایران دانست که در فضای حال حاضر منطقه و جهان، نیازمند تحلیل دقیق است. در این خصوص باید گفت که نظام بین‌الملل با چالش‌های جدی روبرو شده و کشورهای منطقه با نگاهی متفاوت به تحولات اخیر می‌نگرند. واکنش‌های بین‌المللی نشان داد که بسیاری از دولت‌ها حق دفاع مشروع را برای ایران به رسمیت می‌شناسند و این مسئله در افکار عمومی جهان بازتاب گسترده‌ای داشته است. همچنین تحلیلگران معتقدند این اقدام معادلات امنیتی منطقه را تغییر داده و توازن جدیدی را رقم زده است.	[239, 409, 359, 498]
logo-box	[745, 36, 937, 118]
scientist-name: مجید شهریاری	[122, 224, 166, 232]
date-persian: چهارشنبه ۲۹ فروردین ۱۴۰۳	[767, 61, 839, 68]
op-item: ● خرابکاری در تأسیسات هسته ای فردو (۱۳۹۵)	[41, 298, 98, 319]
mosque-icon: ☪	[347, 22, 360, 35]
ops-header: عملیات خرابکارانه اسرائیل	[43, 280, 219, 292]
